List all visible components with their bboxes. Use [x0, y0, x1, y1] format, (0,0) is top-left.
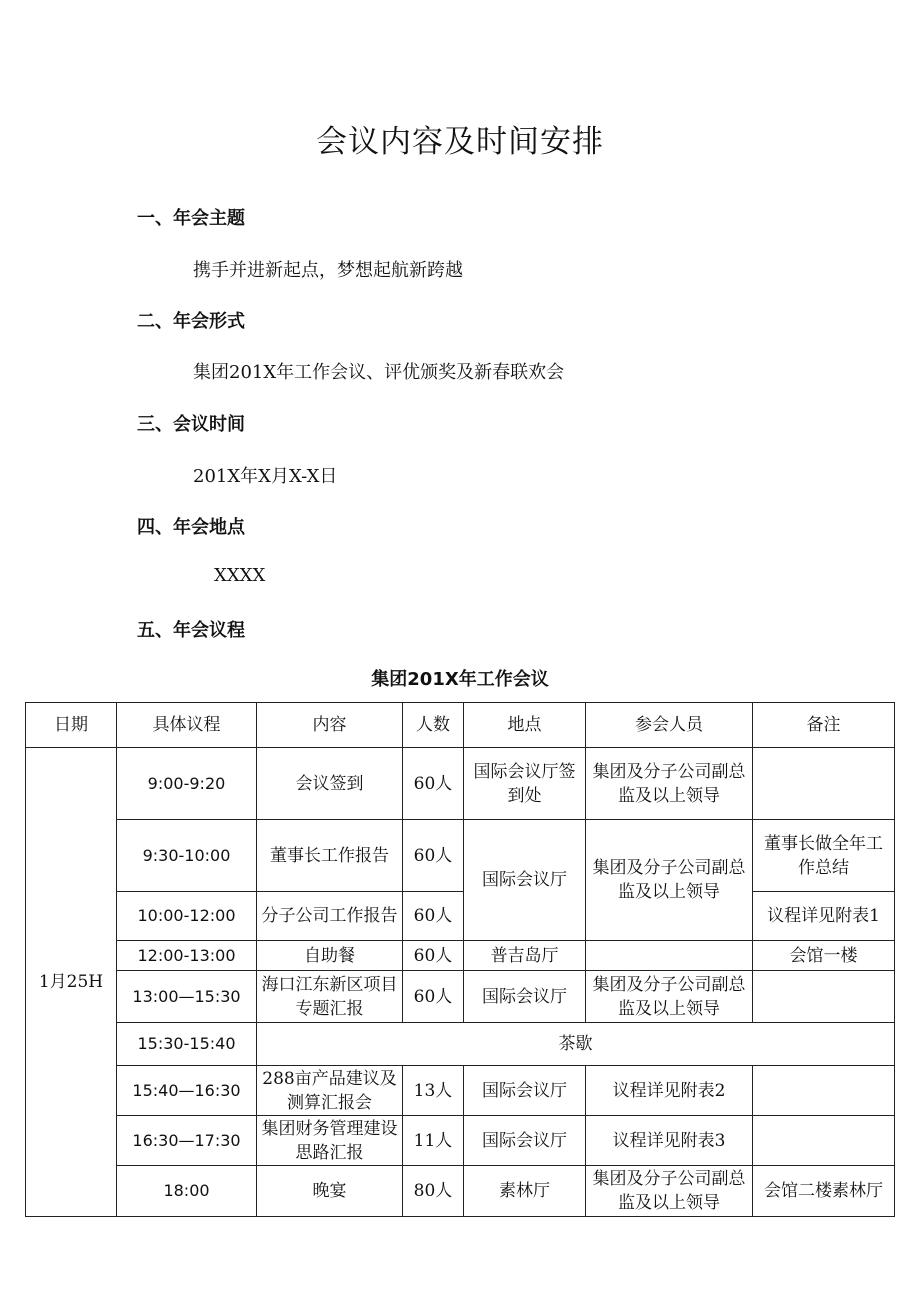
table-row: [26, 941, 895, 971]
place-cell: 国际会议厅: [464, 820, 586, 941]
attendees-cell: 集团及分子公司副总监及以上领导: [586, 971, 753, 1023]
count-cell: 60人: [403, 892, 464, 941]
attendees-cell: 议程详见附表2: [586, 1066, 753, 1116]
attendees-cell: 议程详见附表3: [586, 1116, 753, 1166]
content-cell: 晚宴: [257, 1166, 403, 1217]
time-cell: 13:00—15:30: [117, 971, 257, 1023]
note-cell: [753, 1066, 895, 1116]
document-title: 会议内容及时间安排: [316, 124, 604, 160]
time-cell: 15:30-15:40: [117, 1023, 257, 1066]
content-cell: 董事长工作报告: [257, 820, 403, 892]
content-cell: 自助餐: [257, 941, 403, 971]
time-cell: 15:40—16:30: [117, 1066, 257, 1116]
table-row: [26, 971, 895, 1023]
attendees-cell: 集团及分子公司副总监及以上领导: [586, 820, 753, 941]
note-cell: 董事长做全年工作总结: [753, 820, 895, 892]
section-heading-theme: 一、年会主题: [137, 208, 245, 229]
table-row: [26, 748, 895, 820]
table-row: [26, 1116, 895, 1166]
table-row: [26, 1166, 895, 1217]
count-cell: 80人: [403, 1166, 464, 1217]
time-cell: 16:30—17:30: [117, 1116, 257, 1166]
time-cell: 18:00: [117, 1166, 257, 1217]
count-cell: 60人: [403, 971, 464, 1023]
note-cell: [753, 1116, 895, 1166]
header-cell: 具体议程: [117, 703, 257, 748]
place-cell: 素林厅: [464, 1166, 586, 1217]
content-cell: 海口江东新区项目专题汇报: [257, 971, 403, 1023]
agenda-table: [25, 702, 895, 1217]
table-row: [26, 1023, 895, 1066]
time-cell: 9:00-9:20: [117, 748, 257, 820]
count-cell: 13人: [403, 1066, 464, 1116]
content-cell: 分子公司工作报告: [257, 892, 403, 941]
table-row: [26, 892, 895, 941]
note-cell: 议程详见附表1: [753, 892, 895, 941]
note-cell: 会馆一楼: [753, 941, 895, 971]
count-cell: 11人: [403, 1116, 464, 1166]
attendees-cell: [586, 941, 753, 971]
venue-text: XXXX: [214, 565, 266, 586]
header-cell: 日期: [26, 703, 117, 748]
table-header-row: [26, 703, 895, 748]
format-text: 集团201X年工作会议、评优颁奖及新春联欢会: [193, 362, 565, 383]
table-row: [26, 1066, 895, 1116]
attendees-cell: 集团及分子公司副总监及以上领导: [586, 1166, 753, 1217]
date-cell: 1月25H: [26, 748, 117, 1217]
time-cell: 9:30-10:00: [117, 820, 257, 892]
section-heading-format: 二、年会形式: [137, 311, 245, 332]
attendees-cell: 集团及分子公司副总监及以上领导: [586, 748, 753, 820]
header-cell: 参会人员: [586, 703, 753, 748]
place-cell: 普吉岛厅: [464, 941, 586, 971]
time-text: 201X年X月X-X日: [193, 466, 338, 487]
note-cell: [753, 971, 895, 1023]
note-cell: [753, 748, 895, 820]
table-row: [26, 820, 895, 892]
section-heading-time: 三、会议时间: [137, 414, 245, 435]
content-cell: 集团财务管理建设思路汇报: [257, 1116, 403, 1166]
note-cell: 会馆二楼素林厅: [753, 1166, 895, 1217]
header-cell: 地点: [464, 703, 586, 748]
place-cell: 国际会议厅: [464, 1066, 586, 1116]
count-cell: 60人: [403, 748, 464, 820]
time-cell: 10:00-12:00: [117, 892, 257, 941]
content-cell: 288亩产品建议及测算汇报会: [257, 1066, 403, 1116]
place-cell: 国际会议厅: [464, 971, 586, 1023]
section-heading-agenda: 五、年会议程: [137, 620, 245, 641]
header-cell: 备注: [753, 703, 895, 748]
section-heading-venue: 四、年会地点: [137, 517, 245, 538]
time-cell: 12:00-13:00: [117, 941, 257, 971]
header-cell: 内容: [257, 703, 403, 748]
table-title: 集团201X年工作会议: [371, 669, 549, 690]
count-cell: 60人: [403, 820, 464, 892]
break-cell: 茶歇: [257, 1023, 895, 1066]
content-cell: 会议签到: [257, 748, 403, 820]
place-cell: 国际会议厅: [464, 1116, 586, 1166]
header-cell: 人数: [403, 703, 464, 748]
count-cell: 60人: [403, 941, 464, 971]
place-cell: 国际会议厅签到处: [464, 748, 586, 820]
theme-text: 携手并进新起点，梦想起航新跨越: [193, 260, 463, 281]
